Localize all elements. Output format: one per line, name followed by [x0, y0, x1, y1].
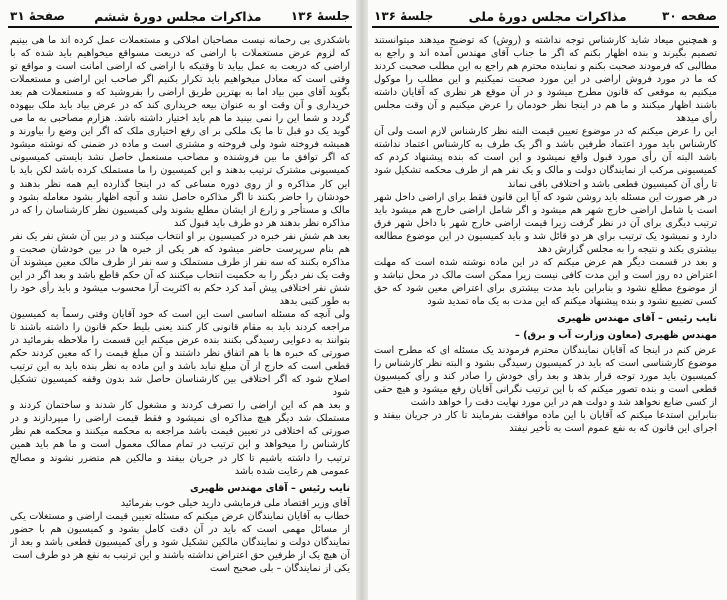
right-page — [368, 0, 723, 600]
left-page-body — [10, 34, 350, 596]
right-page-number: صفحه ۳۰ — [662, 9, 717, 23]
right-closing-1: بنابراین استدعا میکنم که آقایان با این ماده موافقت بفرمایند تا کار در جریان بیفتد و اجرای این قانون که به نفع عموم است به تأخیر نیفتد — [374, 410, 717, 435]
right-paragraph-1: و همچنین میعاد شاید کارشناس توجه نداشته و (روش) که توضیح میدهند میتوانستند تصمیم بگیرند و بنده اظهار بکنم که اگر ما جناب آقای مهندس آمده اند و راجع به مطالبی که فرمودند صحبت بکنم و نماینده محترم هم راجع به این مطلب صحبت کردند که ما در مورد فروش اراضی در این مورد صحبت نمیکنیم و این مطلب را موکول میکنیم به موقعی که قانون مطرح میشود و در آن موقع هر نظری که آقایان داشته باشند اظهار میکنند و ما هم در اینجا نظر خودمان را عرض میکنیم و آن وقت مجلس رأی میدهد — [374, 35, 717, 125]
book-gutter — [356, 0, 368, 600]
left-session-label: جلسهٔ ۱۳۶ — [290, 9, 350, 23]
left-closing-1: خطاب به آقایان نمایندگان عرض میکنم که مسئله تعیین قیمت اراضی و مستغلات یکی از مسائل مهمی است که باید در آن دقت کامل بشود و کمیسیون هم با حضور نمایندگان دولت و نمایندگان مالکین تشکیل شود و رأی کمیسیون قطعی باشد و بعد از آن هیچ یک از طرفین حق اعتراض نداشته باشند و این ترتیب به نفع هر دو طرف است — [10, 510, 350, 561]
left-speaker-1-text: آقای وزیر اقتصاد ملی فرمایشی دارید خیلی خوب بفرمائید — [120, 497, 350, 509]
right-page-header — [372, 6, 719, 28]
right-page-body — [374, 34, 717, 596]
left-page — [4, 0, 356, 600]
left-closing-2: یکی از نمایندگان – بلی صحیح است — [209, 562, 350, 574]
right-speaker-1-name: نایب رئیس – آقای مهندس ظهیری — [556, 312, 717, 324]
left-paragraph-1: باشکدری بی رحمانه نیست مصاحبان املاکی و مستعملات عمل کرده اند ما هی بینیم که لزوم عرض مستعملات با اراضی که دریعت مسواقع میخواهیم باید شده که با اراضی که دریعت به عمل بیاید تا وقتیکه با اراضی که اراضی امانت است و مواقع تو وقتی است که معادل میخواهیم باید تکرار بکنیم اگر صاحب این اراضی و مستعملات بگوید آقای مین بیاد اما به بهترین طریق اراضی را بفروشید که و مستعملات هم بعد خریداری و آن وقت او به عنوان بیعه خریداری کند که در عرض بیاد باید ملک بیهوده گردد و شما این را نمی بینید ما هم باید اختیار داشته باشد. هزارم مصاحبی به ما می گوید یک دو قبل تا ما یک ملکی بر ای رفع اختیاری ملک که اگر این وضع را بیاورند و همیشه فروخته شود ولی فروخته و مشتری است و ماده در ضمنی که نوشته میشود که اگر توافق ما بین فروشنده و مصاحب مستعمل حاصل نشد بایستی کمیسیونی کمیسیونی مشترک ترتیب بدهند و این کمیسیون را ما مستملک کرده باشد لکن باید با این کار مذاکره و از روی دوره مساعی که در اینجا گذارده ایم همه نظر بدهند و خودشان را حاضر بکنند تا اگر مذاکره حاصل نشد و آنچه اظهار بشود معامله بشود و مالک و مستأجر و زارع از ایشان مطلع بشوند ولی کمیسیون نظر کارشناسان را که در مذاکره نظر بدهند هر دو طرف باید قبول کند — [10, 35, 350, 229]
right-running-title: مذاکرات مجلس دورهٔ ملی — [468, 8, 627, 24]
right-speaker-2-name: مهندس ظهیری (معاون وزارت آب و برق) – — [514, 330, 717, 342]
right-session-label: جلسهٔ ۱۳۶ — [374, 9, 434, 23]
left-paragraph-3: ولی آنچه که مسئله اساسی است این است که خود آقایان وقتی رسماً به کمیسیون مراجعه کردند باید به مقام قانونی کار کنند یعنی بلیط حکم قانون را داشته باشند تا بتوانند به دعوایی رسیدگی بکنند بنده عرض میکنم این قسمت را ملاحظه بفرمائید در صورتی که خبره ها با هم اتفاق نظر داشتند و آن مبلغ قیمت را که معین کردند حکم قطعی است که خارج از آن مبلغ نباید باشد و این ماده به نظر بنده باید به این ترتیب اصلاح شود که اگر اختلافی بین کارشناسان حاصل شد بدون وقفه کمیسیون تشکیل شود — [10, 308, 350, 399]
left-page-number: صفحهٔ ۳۱ — [10, 9, 65, 23]
left-running-title: مذاکرات مجلس دورهٔ ششم — [94, 8, 262, 24]
right-paragraph-3: در هر صورت این مسئله باید روشن شود که آیا این قانون فقط برای اراضی داخل شهر است یا شامل اراضی خارج شهر هم میشود و اگر شامل اراضی خارج هم میشود باید ترتیب دیگری برای آن در نظر گرفت زیرا قیمت اراضی خارج شهر با داخل شهر فرق دارد و نمیشود یک ترتیب برای هر دو قائل شد و باید کمیسیون در این موضوع مطالعه بیشتری بکند و نتیجه را به مجلس گزارش دهد — [374, 191, 717, 255]
left-paragraph-2: بعد هم شش نفر خبره در کمیسیون بر او انتخاب میکنند و در بین آن شش نفر یک نفر هم بنام سرپرست حاضر میشود که هر یکی از خبره ها در بین خودشان صحبت و مذاکره بکنند که سه نفر از طرف مستملک و سه نفر از طرف مالک معین میشوند آن وقت یک نفر دیگر را به حکمیت انتخاب میکنند که آن حکم قاطع باشد و بعد اگر در این شش نفر اختلافی پیش آمد کرد حکم به اکثریت آرا محسوب میشود و باید رأی خود را به طور کتبی بدهد — [10, 230, 350, 307]
left-speaker-1-name: نایب رئیس – آقای مهندس ظهیری — [189, 482, 350, 494]
left-page-header — [8, 6, 352, 28]
right-speaker-2-text: عرض کنم در اینجا که آقایان نمایندگان محترم فرمودند یک مسئله ای که مطرح است موضوع کارشناسی است که باید در کمیسیون رسیدگی بشود و البته نظر کارشناس را کمیسیون باید مورد توجه قرار بدهد و بعد رأی خودش را صادر کند و رأی کمیسیون قطعی است و بنده تصور میکنم که با این ترتیب نگرانی آقایان رفع میشود و هیچ حقی از کسی ضایع نخواهد شد و دولت هم در این مورد نهایت دقت را خواهد داشت — [374, 345, 717, 409]
right-paragraph-4: و بعد در قسمت دیگر هم عرض میکنم که در این ماده نوشته شده است که مهلت اعتراض ده روز است و این مدت کافی نیست زیرا ممکن است مالک در محل نباشد و از موضوع مطلع نشود و بنابراین باید مدت بیشتری برای اعتراض معین شود که حق کسی تضییع نشود و بنده پیشنهاد میکنم که این مدت به یک ماه تمدید شود — [374, 256, 717, 307]
right-paragraph-2: این را عرض میکنم که در موضوع تعیین قیمت البته نظر کارشناس لازم است ولی آن کارشناس باید مورد اعتماد طرفین باشد و اگر یک طرف به کارشناس اعتماد نداشته باشد البته آن رأی مورد قبول واقع نمیشود و این است که بنده پیشنهاد کردم که کمیسیونی مرکب از نمایندگان دولت و مالک و یک نفر هم از طرف محکمه تشکیل شود تا رأی آن کمیسیون قطعی باشد و اختلافی باقی نماند — [374, 126, 717, 190]
left-paragraph-4: و بعد هم که این اراضی را تصرف کردند و مشغول کار شدند و ساختمان کردند و مستملک شد دیگر هیچ مذاکره ای نمیشود و فقط قیمت اراضی را میپردازند و در صورتی که اختلافی در تعیین قیمت باشد مراجعه به محکمه میکنند و محکمه هم نظر کارشناس را میخواهد و این ترتیب در تمام ممالک معمول است و ما هم باید همین ترتیب را داشته باشیم تا کار در جریان بیفتد و مالکین هم متضرر نشوند و مصالح عمومی هم رعایت شده باشد — [10, 400, 350, 477]
